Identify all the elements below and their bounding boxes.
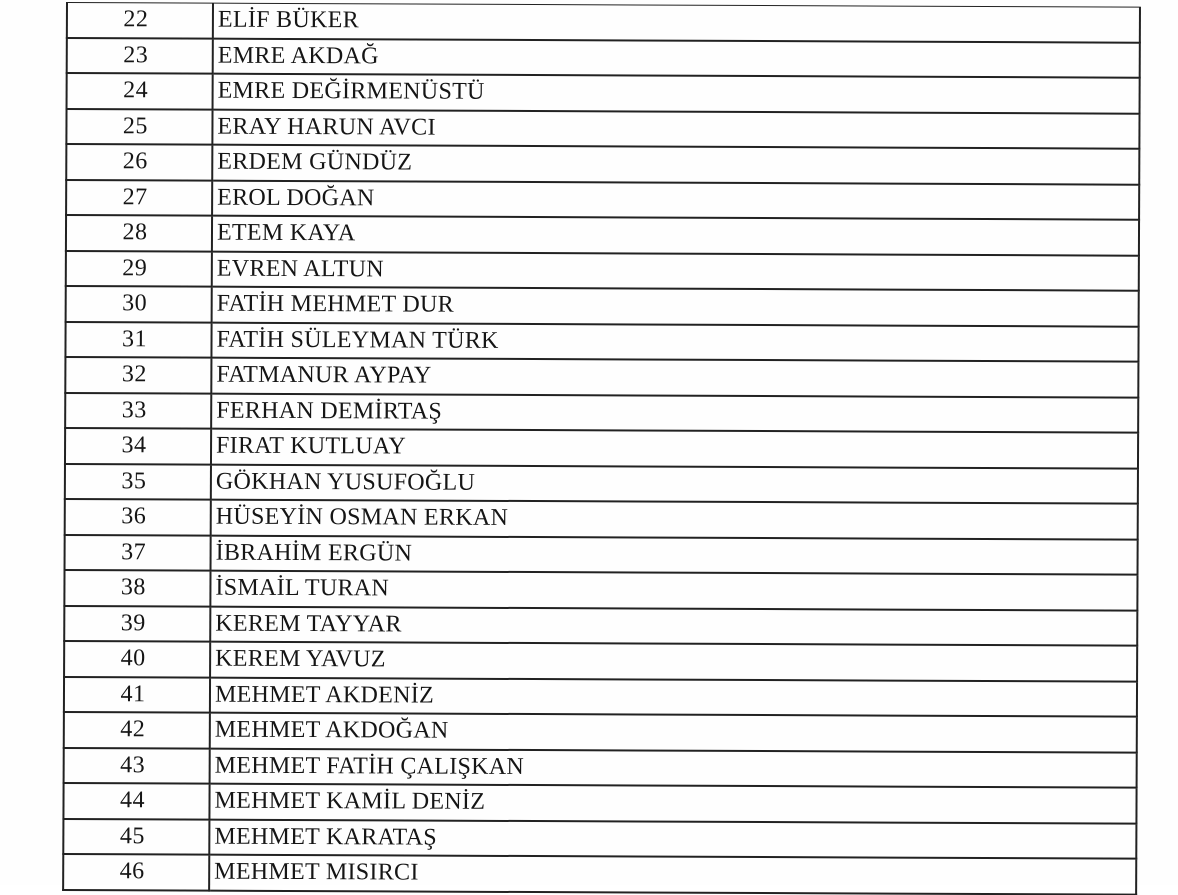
- person-name-cell: EVREN ALTUN: [212, 251, 1139, 291]
- row-number-cell: 37: [65, 534, 211, 570]
- table-row: [65, 322, 1138, 362]
- table-row: [64, 712, 1137, 752]
- row-number-cell: 34: [65, 428, 211, 464]
- table-row: [66, 109, 1139, 149]
- table-row: [65, 499, 1138, 539]
- table-row: [66, 144, 1139, 184]
- row-number-cell: 38: [64, 570, 210, 606]
- row-number-cell: 25: [66, 109, 212, 145]
- row-number-cell: 35: [65, 463, 211, 499]
- name-list-table: [62, 2, 1141, 895]
- row-number-cell: 42: [64, 712, 210, 748]
- row-number-cell: 36: [65, 499, 211, 535]
- row-number-cell: 22: [67, 3, 213, 39]
- row-number-cell: 43: [64, 747, 210, 783]
- person-name-cell: HÜSEYİN OSMAN ERKAN: [211, 500, 1138, 540]
- row-number-cell: 24: [67, 73, 213, 109]
- person-name-cell: İBRAHİM ERGÜN: [211, 535, 1138, 575]
- person-name-cell: ELİF BÜKER: [213, 3, 1140, 42]
- person-name-cell: EMRE DEĞİRMENÜSTÜ: [213, 74, 1140, 114]
- table-row: [67, 38, 1140, 78]
- table-row: [64, 676, 1137, 716]
- table-row: [67, 73, 1140, 113]
- table-row: [65, 357, 1138, 397]
- table-row: [66, 251, 1139, 291]
- person-name-cell: KEREM TAYYAR: [210, 606, 1137, 646]
- row-number-cell: 33: [65, 393, 211, 429]
- table-row: [64, 747, 1137, 787]
- table-row: [64, 641, 1137, 681]
- row-number-cell: 31: [65, 322, 211, 358]
- row-number-cell: 28: [66, 215, 212, 251]
- table-row: [63, 854, 1136, 894]
- row-number-cell: 44: [63, 783, 209, 819]
- person-name-cell: MEHMET AKDOĞAN: [210, 713, 1137, 753]
- person-name-cell: EROL DOĞAN: [212, 180, 1139, 220]
- table-row: [64, 605, 1137, 645]
- table-row: [65, 428, 1138, 468]
- person-name-cell: EMRE AKDAĞ: [213, 38, 1140, 78]
- row-number-cell: 29: [66, 251, 212, 287]
- person-name-cell: İSMAİL TURAN: [210, 571, 1137, 611]
- person-name-cell: FERHAN DEMİRTAŞ: [211, 393, 1138, 433]
- person-name-cell: FIRAT KUTLUAY: [211, 429, 1138, 469]
- table-row: [67, 3, 1140, 43]
- row-number-cell: 41: [64, 676, 210, 712]
- person-name-cell: ERDEM GÜNDÜZ: [212, 145, 1139, 185]
- table-row: [65, 534, 1138, 574]
- person-name-cell: GÖKHAN YUSUFOĞLU: [211, 464, 1138, 504]
- row-number-cell: 26: [66, 144, 212, 180]
- row-number-cell: 45: [63, 818, 209, 854]
- row-number-cell: 30: [66, 286, 212, 322]
- person-name-cell: MEHMET MISIRCI: [209, 855, 1136, 895]
- table-row: [63, 783, 1136, 823]
- person-name-cell: FATMANUR AYPAY: [211, 358, 1138, 398]
- name-list-body: [63, 3, 1140, 895]
- row-number-cell: 27: [66, 180, 212, 216]
- person-name-cell: FATİH MEHMET DUR: [212, 287, 1139, 327]
- row-number-cell: 32: [65, 357, 211, 393]
- table-row: [63, 818, 1136, 858]
- person-name-cell: MEHMET KAMİL DENİZ: [209, 784, 1136, 824]
- person-name-cell: MEHMET KARATAŞ: [209, 819, 1136, 859]
- row-number-cell: 40: [64, 641, 210, 677]
- person-name-cell: KEREM YAVUZ: [210, 642, 1137, 682]
- table-row: [65, 393, 1138, 433]
- row-number-cell: 39: [64, 605, 210, 641]
- person-name-cell: FATİH SÜLEYMAN TÜRK: [211, 322, 1138, 362]
- table-row: [64, 570, 1137, 610]
- person-name-cell: MEHMET FATİH ÇALIŞKAN: [210, 748, 1137, 788]
- person-name-cell: ERAY HARUN AVCI: [212, 109, 1139, 149]
- table-row: [66, 286, 1139, 326]
- table-row: [66, 215, 1139, 255]
- row-number-cell: 46: [63, 854, 209, 890]
- table-row: [66, 180, 1139, 220]
- person-name-cell: ETEM KAYA: [212, 216, 1139, 256]
- table-row: [65, 463, 1138, 503]
- person-name-cell: MEHMET AKDENİZ: [210, 677, 1137, 717]
- row-number-cell: 23: [67, 38, 213, 74]
